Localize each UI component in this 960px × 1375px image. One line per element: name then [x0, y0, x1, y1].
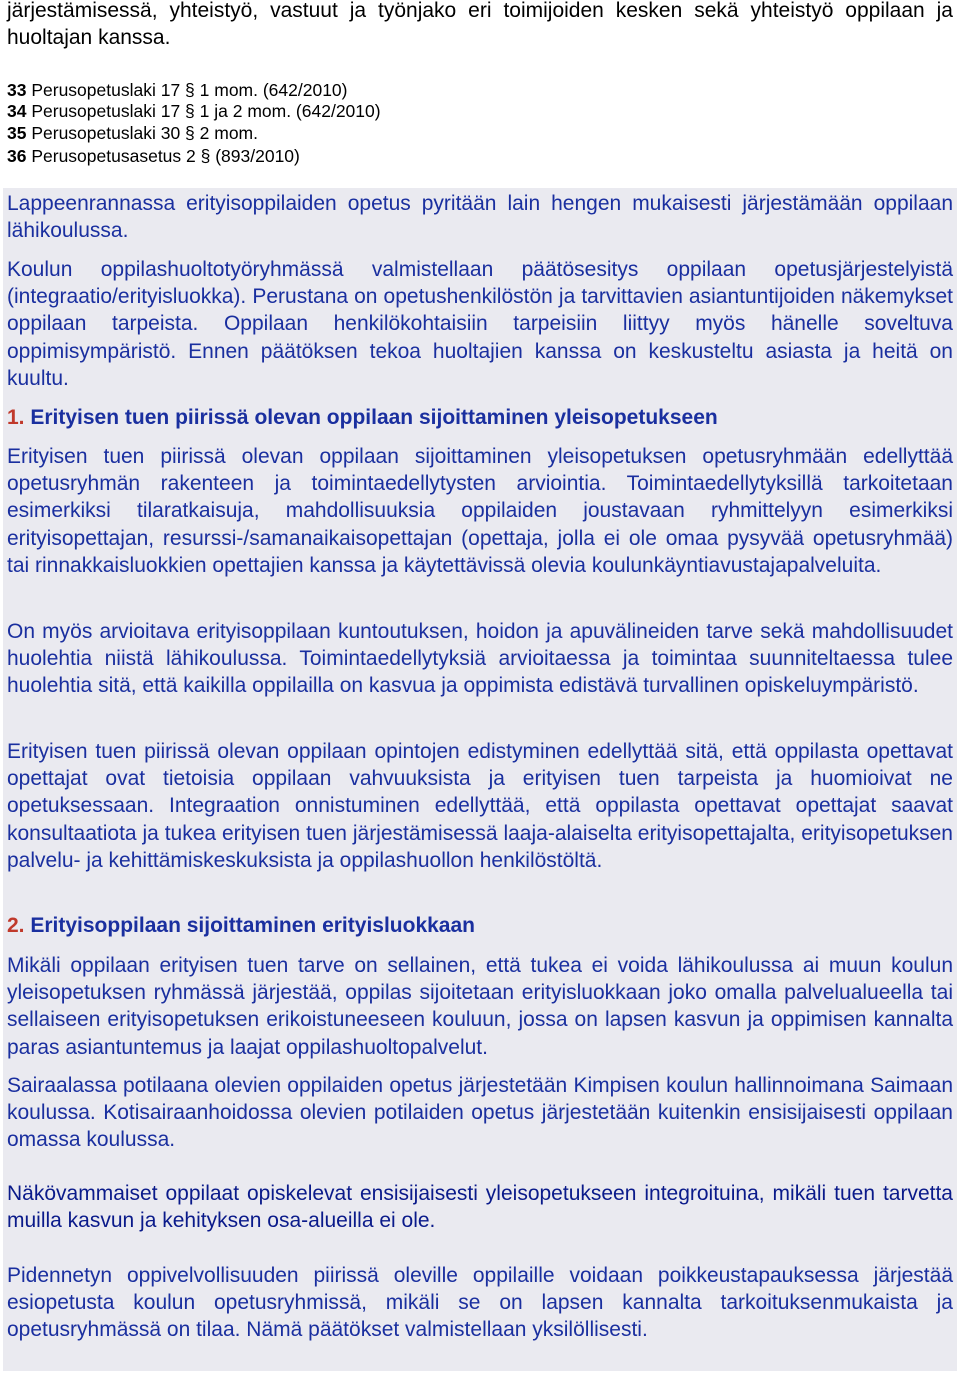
paragraph-4: On myös arvioitava erityisoppilaan kuntoutuksen, hoidon ja apuvälineiden tarve sekä mahdollisuudet huolehtia niistä lähikoulussa. Toimintaedellytyksiä arvioitaessa ja toimintaa suunniteltaessa tulee huolehtia sitä, että kaikilla oppilailla on kasvua ja oppimista edistävä turvallinen opiskeluympäristö. — [7, 620, 953, 698]
footnote-text: Perusopetuslaki 17 § 1 mom. (642/2010) — [31, 80, 348, 100]
section-title: Erityisen tuen piirissä olevan oppilaan sijoittaminen yleisopetukseen — [30, 406, 718, 429]
section-number: 1. — [7, 406, 25, 429]
footnote-number: 34 — [7, 101, 27, 121]
paragraph-2: Koulun oppilashuoltotyöryhmässä valmistellaan päätösesitys oppilaan opetusjärjestelyistä (integraatio/erityisluokka). Perustana on opetushenkilöstön ja tarvittavien asiantuntijoiden näkemykset oppilaan tarpeista. Oppilaan henkilökohtaisiin tarpeisiin liittyy myös hänelle soveltuva oppimisympäristö. Ennen päätöksen tekoa huoltajien kanssa on keskusteltu asiasta ja heitä on kuultu. — [7, 258, 953, 390]
footnote-text: Perusopetuslaki 30 § 2 mom. — [31, 123, 258, 143]
section-heading-2 — [7, 912, 475, 939]
footnote-35 — [7, 123, 258, 144]
footnote-number: 33 — [7, 80, 27, 100]
section-number: 2. — [7, 914, 25, 937]
section-title: Erityisoppilaan sijoittaminen erityisluokkaan — [30, 914, 475, 937]
footnote-number: 35 — [7, 123, 27, 143]
footnote-text: Perusopetusasetus 2 § (893/2010) — [31, 146, 300, 166]
paragraph-8: Näkövammaiset oppilaat opiskelevat ensisijaisesti yleisopetukseen integroituina, mikäli tuen tarvetta muilla kasvun ja kehityksen osa-alueilla ei ole. — [7, 1182, 953, 1233]
footnote-33 — [7, 80, 348, 101]
top-text: järjestämisessä, yhteistyö, vastuut ja työnjako eri toimijoiden kesken sekä yhteistyö oppilaan ja huoltajan kanssa. — [7, 0, 953, 50]
paragraph-3: Erityisen tuen piirissä olevan oppilaan sijoittaminen yleisopetuksen opetusryhmään edellyttää opetusryhmän rakenteen ja toimintaedellytysten arviointia. Toimintaedellytyksillä tarkoitetaan esimerkiksi tilaratkaisuja, mahdollisuuksia oppilaiden joustavaan ryhmittelyyn esimerkiksi erityisopettajan, resurssi-/samanaikaisopettajan (opettaja, jolla ei ole omaa pysyvää opetusryhmää) tai rinnakkaisluokkien opettajien kanssa ja käytettävissä olevia koulunkäyntiavustajapalveluita. — [7, 445, 953, 577]
footnote-number: 36 — [7, 146, 27, 166]
footnote-text: Perusopetuslaki 17 § 1 ja 2 mom. (642/2010) — [31, 101, 381, 121]
paragraph-6: Mikäli oppilaan erityisen tuen tarve on sellainen, että tukea ei voida lähikoulussa ai muun koulun yleisopetuksen ryhmässä järjestää, oppilas sijoitetaan erityisluokkaan joko omalla palvelualueella tai sellaiseen erityisopetuksen erikoistuneeseen kouluun, jossa on lapsen kasvun ja oppimisen kannalta paras asiantuntemus ja laajat oppilashuoltopalvelut. — [7, 954, 953, 1059]
footnote-36 — [7, 146, 300, 167]
paragraph-7: Sairaalassa potilaana olevien oppilaiden opetus järjestetään Kimpisen koulun hallinnoimana Saimaan koulussa. Kotisairaanhoidossa olevien potilaiden opetus järjestetään kuitenkin ensisijaisesti oppilaan omassa koulussa. — [7, 1074, 953, 1152]
paragraph-1: Lappeenrannassa erityisoppilaiden opetus pyritään lain hengen mukaisesti järjestämään oppilaan lähikoulussa. — [7, 192, 953, 243]
paragraph-9: Pidennetyn oppivelvollisuuden piirissä oleville oppilaille voidaan poikkeustapauksessa järjestää esiopetusta koulun opetusryhmissä, mikäli se on lapsen kannalta tarkoituksenmukaista ja opetusryhmässä on tilaa. Nämä päätökset valmistellaan yksilöllisesti. — [7, 1264, 953, 1342]
paragraph-5: Erityisen tuen piirissä olevan oppilaan opintojen edistyminen edellyttää sitä, että oppilasta opettavat opettajat ovat tietoisia oppilaan vahvuuksista ja erityisen tuen tarpeista ja huomioivat ne opetuksessaan. Integraation onnistuminen edellyttää, että oppilasta opettavat opettajat saavat konsultaatiota ja tukea erityisen tuen järjestämisessä laaja-alaiselta erityisopettajalta, erityisopetuksen palvelu- ja kehittämiskeskuksista ja oppilashuollon henkilöstöltä. — [7, 740, 953, 872]
section-heading-1 — [7, 404, 718, 431]
footnote-34 — [7, 101, 381, 122]
